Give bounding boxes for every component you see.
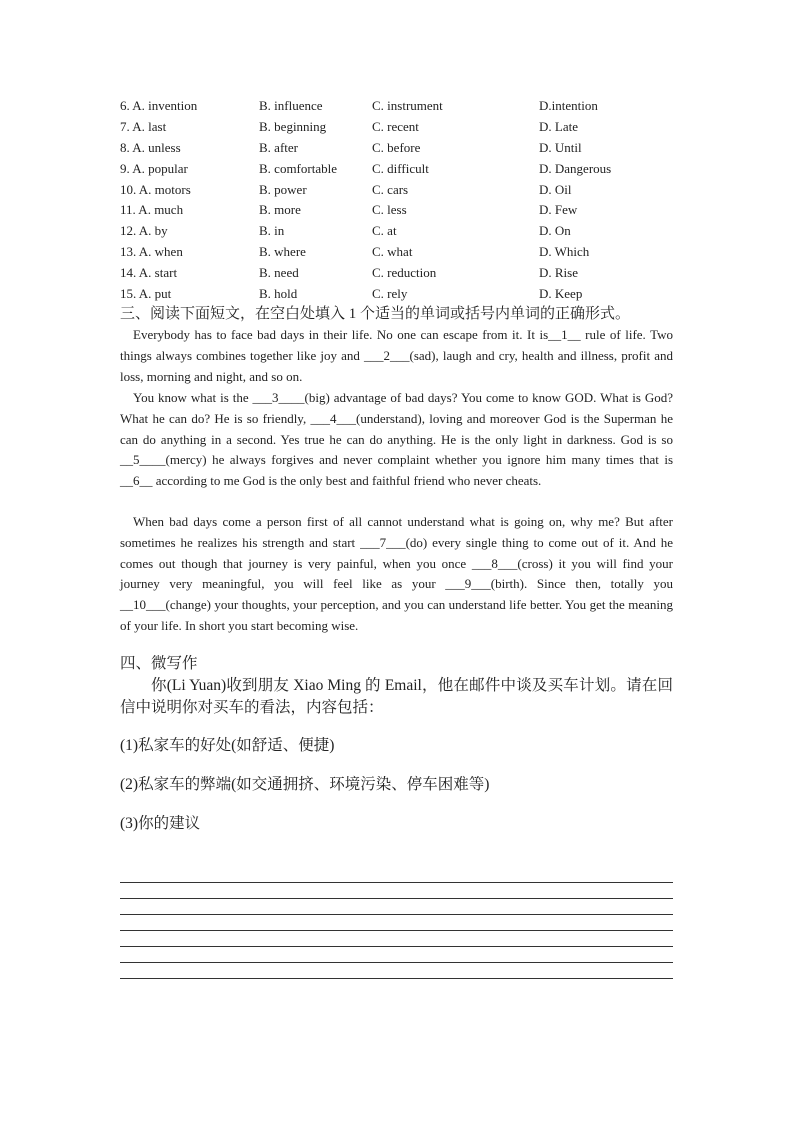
writing-point-1: (1)私家车的好处(如舒适、便捷) [120, 737, 335, 754]
writing-line [120, 978, 673, 979]
writing-line [120, 962, 673, 963]
writing-line [120, 898, 673, 899]
writing-line [120, 882, 673, 883]
section4-heading: 四、微写作 [120, 655, 198, 672]
option-c: C. cars [372, 182, 409, 197]
option-c: C. recent [372, 119, 419, 134]
option-b: B. beginning [259, 119, 327, 134]
option-d: D. Keep [539, 286, 583, 301]
option-d: D. Few [539, 202, 578, 217]
option-d: D. Late [539, 119, 578, 134]
passage-paragraph-1: Everybody has to face bad days in their life. No one can escape from it. It is__1__ rule of life. Two things always combines together like joy and ___2___(sad), laugh and cry, health and illness, profit and loss, morning and night, and so on. [120, 327, 673, 384]
writing-line [120, 930, 673, 931]
writing-point-3: (3)你的建议 [120, 815, 201, 832]
option-b: B. comfortable [259, 161, 337, 176]
option-c: C. before [372, 140, 421, 155]
option-d: D. Dangerous [539, 161, 612, 176]
option-a: 8. A. unless [120, 140, 181, 155]
option-c: C. reduction [372, 265, 437, 280]
option-a: 14. A. start [120, 265, 178, 280]
passage-paragraph-3: When bad days come a person first of all cannot understand what is going on, why me? But after sometimes he realizes his strength and start ___7___(do) every single thing to come out of it. And he comes out though that journey is very painful, when you once ___8___(cross) it you will find your journey very meaningful, you will feel like as your ___9___(birth). Since then, totally you __10___(change) your thoughts, your perception, and you can understand life better. You get the meaning of your life. In short you start becoming wise. [120, 514, 673, 633]
option-b: B. power [259, 182, 307, 197]
option-d: D. Until [539, 140, 582, 155]
option-b: B. influence [259, 98, 323, 113]
option-b: B. need [259, 265, 299, 280]
option-b: B. after [259, 140, 298, 155]
option-c: C. difficult [372, 161, 429, 176]
option-d: D. Rise [539, 265, 578, 280]
option-b: B. in [259, 223, 285, 238]
option-d: D. Which [539, 244, 590, 259]
option-a: 12. A. by [120, 223, 168, 238]
option-b: B. more [259, 202, 301, 217]
option-a: 15. A. put [120, 286, 172, 301]
section3-heading: 三、阅读下面短文，在空白处填入 1 个适当的单词或括号内单词的正确形式。 [120, 306, 631, 322]
option-c: C. rely [372, 286, 408, 301]
option-b: B. hold [259, 286, 298, 301]
option-b: B. where [259, 244, 306, 259]
option-d: D.intention [539, 98, 598, 113]
option-a: 11. A. much [120, 202, 184, 217]
option-c: C. instrument [372, 98, 443, 113]
option-a: 6. A. invention [120, 98, 198, 113]
option-a: 7. A. last [120, 119, 167, 134]
option-a: 13. A. when [120, 244, 183, 259]
option-c: C. what [372, 244, 413, 259]
writing-line [120, 914, 673, 915]
passage-paragraph-2: You know what is the ___3____(big) advantage of bad days? You come to know GOD. What is God? What he can do? He is so friendly, ___4___(understand), loving and moreover God is the Superman he can do anything in a second. Yes true he can do anything. He is the only light in darkness. God is so __5____(mercy) he always forgives and never complaint whether you ignore him many times that is __6__ according to me God is the only best and faithful friend who never cheats. [120, 390, 673, 489]
option-c: C. less [372, 202, 407, 217]
option-a: 9. A. popular [120, 161, 188, 176]
option-d: D. On [539, 223, 571, 238]
writing-point-2: (2)私家车的弊端(如交通拥挤、环境污染、停车困难等) [120, 776, 490, 793]
option-a: 10. A. motors [120, 182, 191, 197]
option-c: C. at [372, 223, 397, 238]
option-d: D. Oil [539, 182, 572, 197]
writing-task-intro: 你(Li Yuan)收到朋友 Xiao Ming 的 Email，他在邮件中谈及买车计划。请在回信中说明你对买车的看法，内容包括： [120, 677, 673, 716]
writing-line [120, 946, 673, 947]
